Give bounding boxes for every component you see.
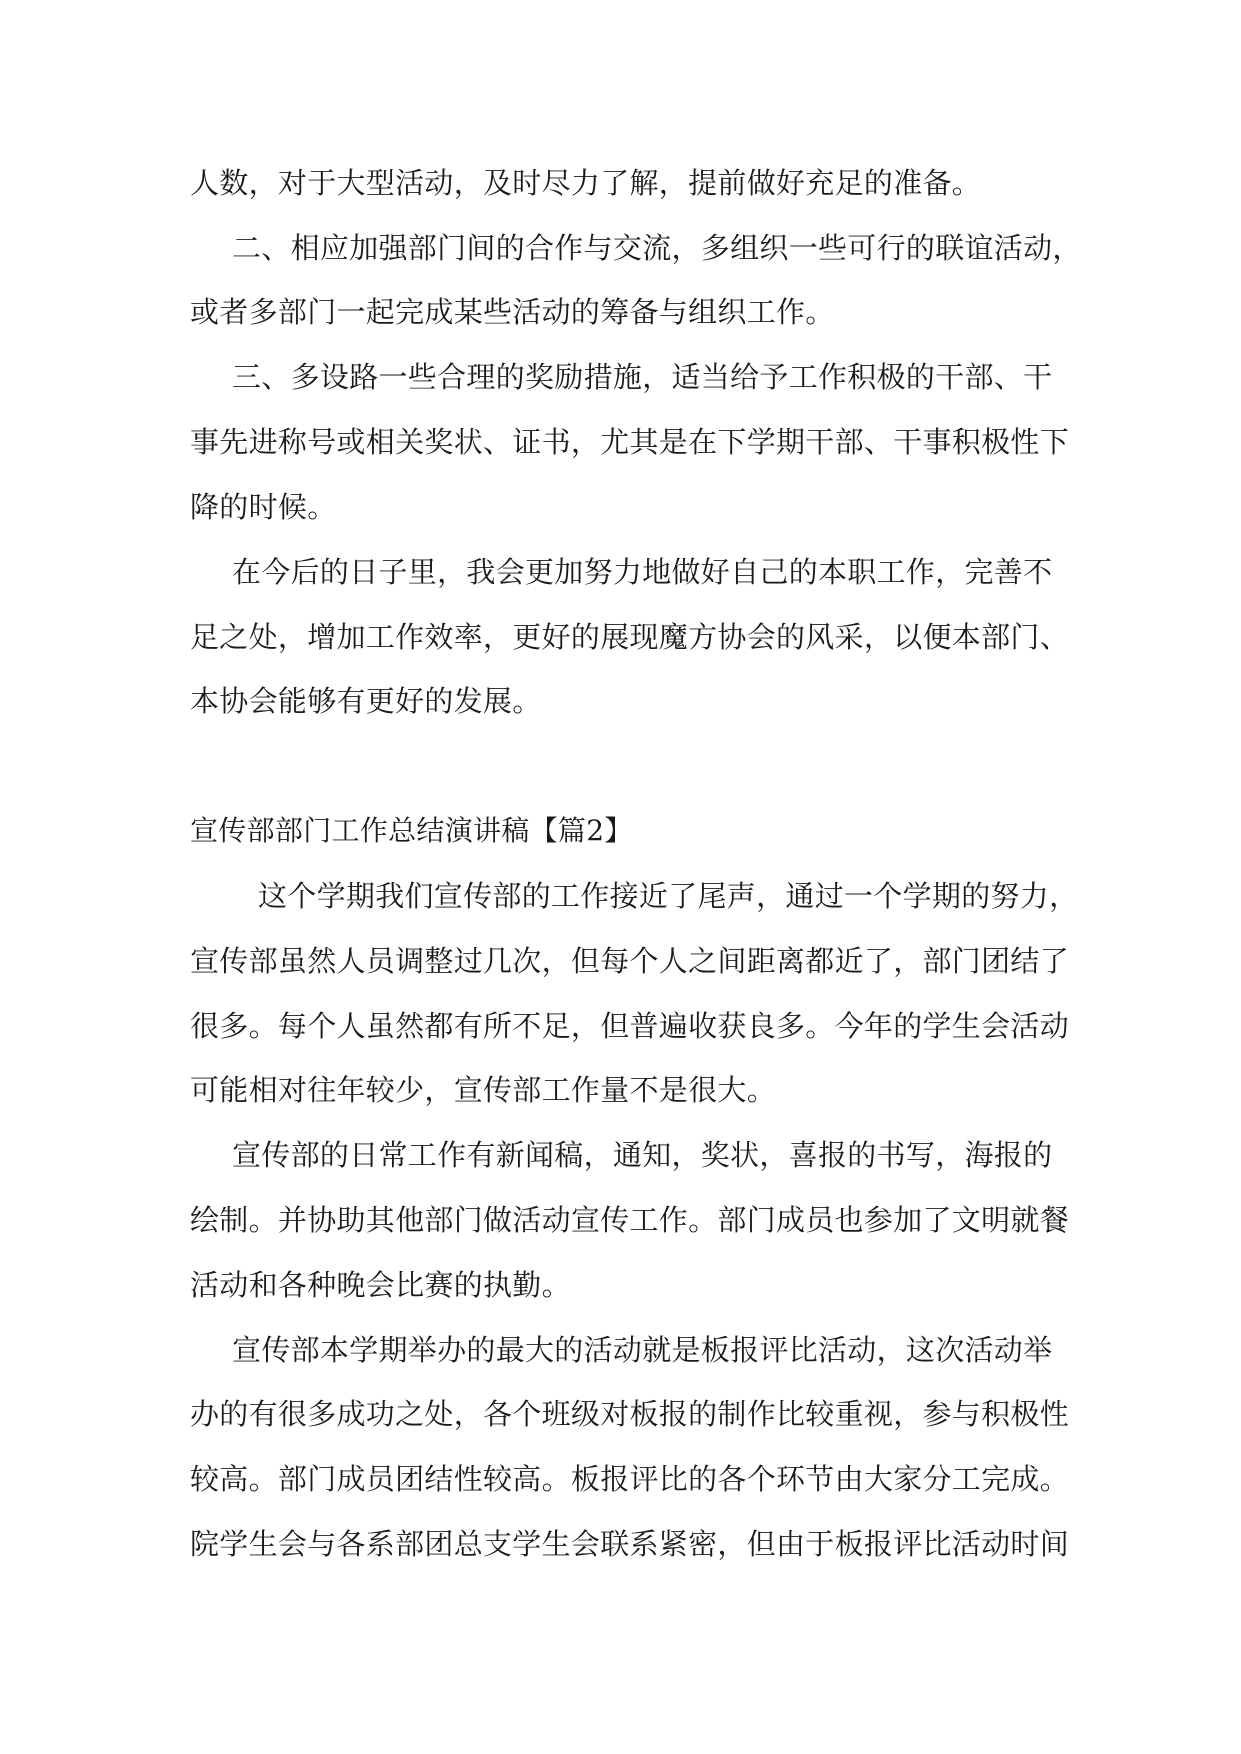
paragraph-line: 很多。每个人虽然都有所不足，但普遍收获良多。今年的学生会活动 [190, 1009, 1070, 1043]
paragraph-line: 人数，对于大型活动，及时尽力了解，提前做好充足的准备。 [190, 166, 982, 200]
section-heading: 宣传部部门工作总结演讲稿【篇2】 [190, 814, 633, 847]
paragraph-line: 或者多部门一起完成某些活动的筹备与组织工作。 [190, 295, 835, 329]
paragraph-line: 足之处，增加工作效率，更好的展现魔方协会的风采，以便本部门、 [190, 620, 1070, 654]
paragraph-line: 院学生会与各系部团总支学生会联系紧密，但由于板报评比活动时间 [190, 1527, 1070, 1561]
paragraph-line: 宣传部本学期举办的最大的活动就是板报评比活动，这次活动举 [232, 1333, 1053, 1367]
paragraph-line: 三、多设路一些合理的奖励措施，适当给予工作积极的干部、干 [232, 360, 1053, 394]
paragraph-line: 办的有很多成功之处，各个班级对板报的制作比较重视，参与积极性 [190, 1397, 1070, 1431]
paragraph-line: 这个学期我们宣传部的工作接近了尾声，通过一个学期的努力， [258, 879, 1079, 913]
paragraph-line: 宣传部虽然人员调整过几次，但每个人之间距离都近了，部门团结了 [190, 944, 1070, 978]
paragraph-line: 在今后的日子里，我会更加努力地做好自己的本职工作，完善不 [232, 555, 1053, 589]
paragraph-line: 宣传部的日常工作有新闻稿，通知，奖状，喜报的书写，海报的 [232, 1138, 1053, 1172]
paragraph-line: 较高。部门成员团结性较高。板报评比的各个环节由大家分工完成。 [190, 1462, 1070, 1496]
paragraph-line: 本协会能够有更好的发展。 [190, 684, 542, 718]
paragraph-line: 可能相对往年较少，宣传部工作量不是很大。 [190, 1073, 777, 1107]
paragraph-line: 降的时候。 [190, 490, 337, 524]
paragraph-line: 事先进称号或相关奖状、证书，尤其是在下学期干部、干事积极性下 [190, 425, 1070, 459]
paragraph-line: 二、相应加强部门间的合作与交流，多组织一些可行的联谊活动， [232, 231, 1082, 265]
paragraph-line: 绘制。并协助其他部门做活动宣传工作。部门成员也参加了文明就餐 [190, 1203, 1070, 1237]
paragraph-line: 活动和各种晚会比赛的执勤。 [190, 1268, 571, 1302]
